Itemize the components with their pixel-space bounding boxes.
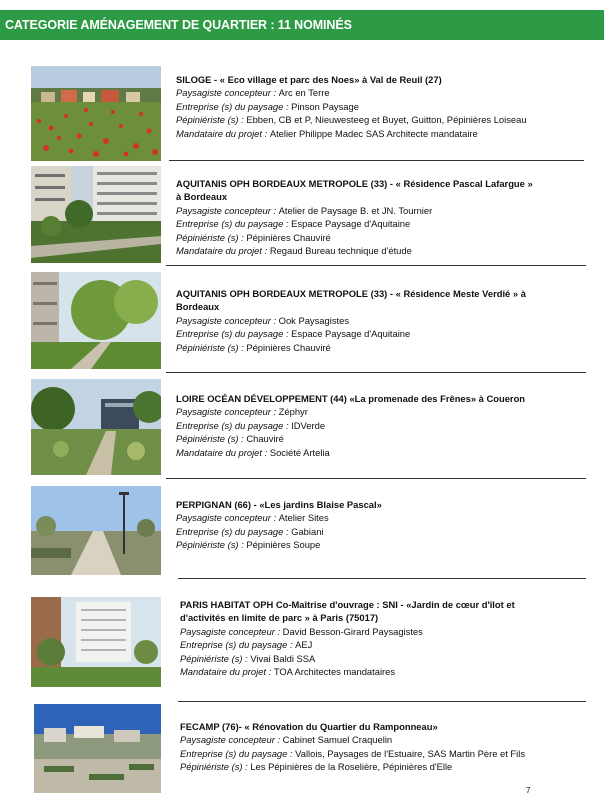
photo-fecamp	[34, 704, 161, 793]
entry-title: AQUITANIS OPH BORDEAUX METROPOLE (33) - « Résidence Pascal Lafargue » à Bordeaux	[176, 178, 533, 203]
entry-line: Mandataire du projet : TOA Architectes mandataires	[180, 666, 396, 678]
entry-title: LOIRE OCÉAN DÉVELOPPEMENT (44) «La promenade des Frênes» à Coueron	[176, 393, 526, 404]
divider	[166, 265, 586, 266]
entry-meste-verdie	[176, 287, 546, 354]
entry-line: Entreprise (s) du paysage : Espace Paysage d'Aquitaine	[176, 218, 411, 230]
entry-line: Mandataire du projet : Regaud Bureau technique d'étude	[176, 245, 412, 257]
divider	[178, 701, 586, 702]
entry-line: Paysagiste concepteur : Ook Paysagistes	[176, 314, 350, 326]
entry-line: Paysagiste concepteur : Zéphyr	[176, 406, 308, 418]
entry-paris-habitat	[180, 598, 560, 678]
entry-line: Paysagiste concepteur : Cabinet Samuel Craquelin	[180, 734, 393, 746]
divider	[166, 372, 586, 373]
entry-line: Pépiniériste (s) : Vivai Baldi SSA	[180, 652, 316, 664]
divider	[169, 160, 584, 161]
entry-line: Paysagiste concepteur : Arc en Terre	[176, 87, 330, 99]
photo-pascal-lafargue	[31, 166, 161, 263]
entry-title: FECAMP (76)- « Rénovation du Quartier du Ramponneau»	[180, 721, 438, 732]
entry-line: Pépiniériste (s) : Pépinières Chauviré	[176, 231, 331, 243]
entry-line: Mandataire du projet : Atelier Philippe Madec SAS Architecte mandataire	[176, 127, 478, 139]
entry-line: Paysagiste concepteur : Atelier Sites	[176, 512, 329, 524]
photo-meste-verdie	[31, 272, 161, 369]
entry-title: SILOGE - « Eco village et parc des Noes» à Val de Reuil (27)	[176, 74, 442, 85]
entry-fecamp	[180, 720, 590, 774]
page-number: 7	[526, 786, 531, 795]
entry-line: Entreprise (s) du paysage : IDVerde	[176, 419, 326, 431]
photo-promenade-frenes	[31, 379, 161, 475]
entry-title: AQUITANIS OPH BORDEAUX METROPOLE (33) - « Résidence Meste Verdié » à Bordeaux	[176, 288, 526, 313]
photo-jardins-blaise-pascal	[31, 486, 161, 575]
category-banner	[0, 10, 604, 40]
entry-line: Pépiniériste (s) : Pépinières Soupe	[176, 539, 321, 551]
entry-line: Pépiniériste (s) : Les Pépinières de la Roselière, Pépinières d'Elle	[180, 761, 453, 773]
entry-blaise-pascal	[176, 498, 586, 552]
entry-pascal-lafargue	[176, 177, 536, 257]
entry-line: Pépiniériste (s) : Ebben, CB et P, Nieuwesteeg et Buyet, Guitton, Pépinières Loiseau	[176, 114, 527, 126]
divider	[166, 478, 586, 479]
photo-paris-habitat	[31, 597, 161, 687]
entry-line: Mandataire du projet : Société Artelia	[176, 446, 330, 458]
entry-siloge	[176, 73, 586, 140]
entry-title: PARIS HABITAT OPH Co-Maîtrise d'ouvrage : SNI - «Jardin de cœur d'îlot et d'activités en limite de parc » à Paris (75017)	[180, 599, 515, 624]
entry-line: Entreprise (s) du paysage : Pinson Paysage	[176, 100, 359, 112]
entry-line: Pépiniériste (s) : Chauviré	[176, 433, 284, 445]
entry-line: Pépiniériste (s) : Pépinières Chauviré	[176, 341, 331, 353]
entry-line: Entreprise (s) du paysage : Vallois, Paysages de l'Estuaire, SAS Martin Père et Fils	[180, 747, 526, 759]
entry-promenade-frenes	[176, 392, 586, 459]
category-title: CATEGORIE AMÉNAGEMENT DE QUARTIER : 11 NOMINÉS	[5, 18, 352, 32]
entry-line: Entreprise (s) du paysage : Espace Paysage d'Aquitaine	[176, 328, 411, 340]
photo-siloge	[31, 66, 161, 161]
entry-title: PERPIGNAN (66) - «Les jardins Blaise Pascal»	[176, 499, 382, 510]
entry-line: Entreprise (s) du paysage : AEJ	[180, 639, 313, 651]
entry-line: Paysagiste concepteur : Atelier de Paysage B. et JN. Tournier	[176, 204, 433, 216]
entry-line: Entreprise (s) du paysage : Gabiani	[176, 525, 324, 537]
entry-line: Paysagiste concepteur : David Besson-Girard Paysagistes	[180, 625, 423, 637]
divider	[178, 578, 586, 579]
